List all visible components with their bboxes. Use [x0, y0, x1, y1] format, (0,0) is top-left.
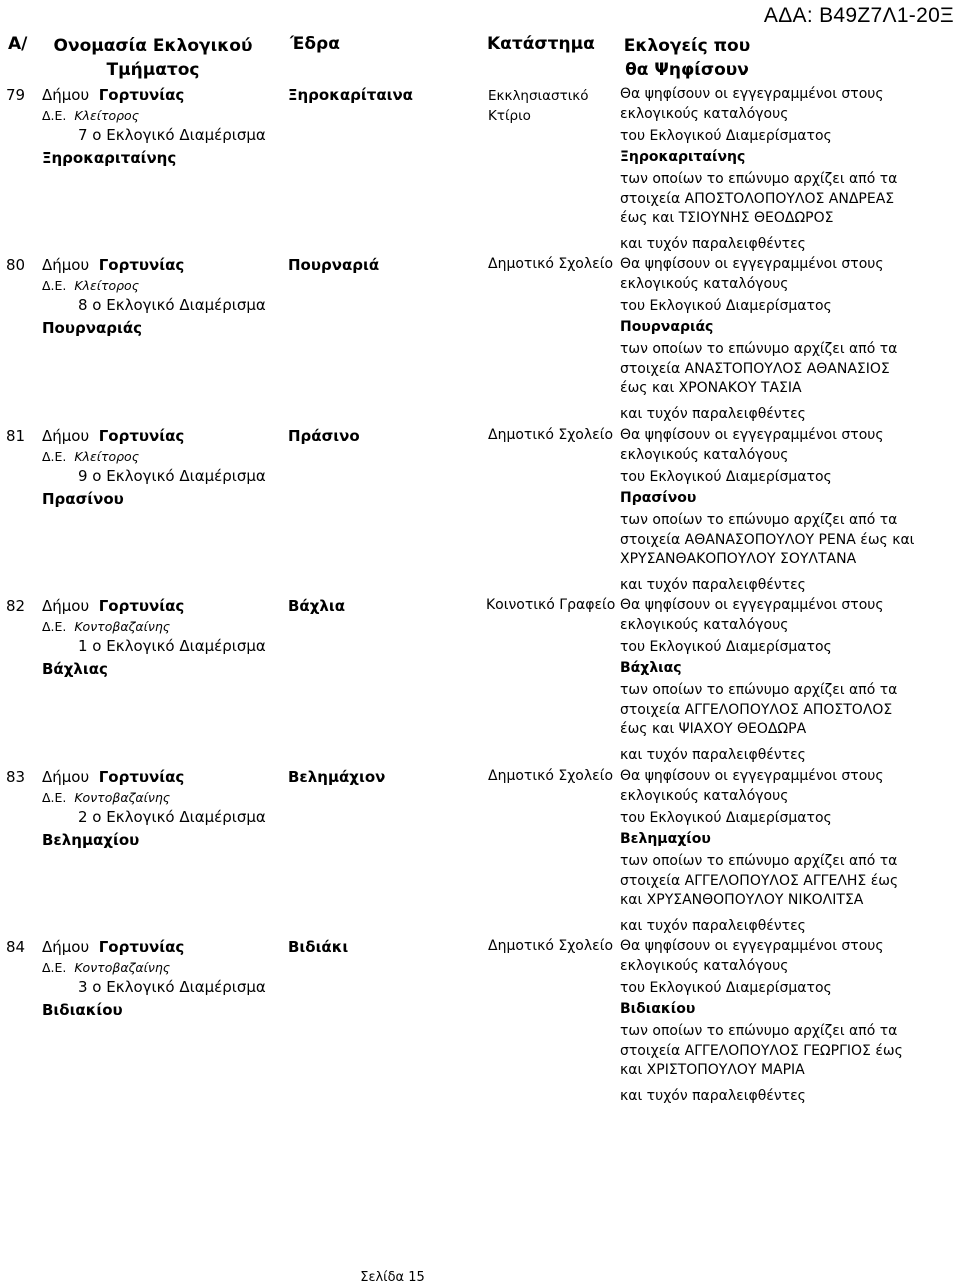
seat: Βιδιάκι: [288, 938, 349, 956]
municipal-unit-prefix: Δ.Ε.: [42, 449, 67, 464]
entry-number: 82: [6, 597, 26, 615]
building: Δημοτικό Σχολείο: [488, 768, 614, 784]
voters-line-v2: εκλογικούς καταλόγους: [620, 276, 789, 292]
district-name: Βάχλιας: [42, 660, 108, 678]
district-name: Βιδιακίου: [42, 1001, 123, 1019]
electoral-district: 9 ο Εκλογικό Διαμέρισμα: [78, 467, 266, 485]
voters-line-v6: στοιχεία ΑΘΑΝΑΣΟΠΟΥΛΟΥ ΡΕΝΑ έως και: [620, 532, 915, 548]
voters-line-v2: εκλογικούς καταλόγους: [620, 958, 789, 974]
municipal-unit-prefix: Δ.Ε.: [42, 960, 67, 975]
voters-line-v8: και τυχόν παραλειφθέντες: [620, 1088, 806, 1104]
voters-line-v7: και ΧΡΥΣΑΝΘΟΠΟΥΛΟΥ ΝΙΚΟΛΙΤΣΑ: [620, 892, 864, 908]
voters-line-v5: των οποίων το επώνυμο αρχίζει από τα: [620, 682, 898, 698]
header-section-name: Ονομασία Εκλογικού Τμήματος: [53, 36, 253, 80]
municipal-unit-name: Κοντοβαζαίνης: [74, 619, 171, 634]
voters-line-v6: στοιχεία ΑΓΓΕΛΟΠΟΥΛΟΣ ΑΠΟΣΤΟΛΟΣ: [620, 702, 893, 718]
voters-line-v7: ΧΡΥΣΑΝΘΑΚΟΠΟΥΛΟΥ ΣΟΥΛΤΑΝΑ: [620, 551, 857, 567]
voters-line-v3: του Εκλογικού Διαμερίσματος: [620, 980, 832, 996]
municipality-name: Γορτυνίας: [98, 256, 185, 274]
municipality-prefix: Δήμου: [42, 597, 90, 615]
voters-line-v8: και τυχόν παραλειφθέντες: [620, 236, 806, 252]
entry-number: 84: [6, 938, 26, 956]
municipality-prefix: Δήμου: [42, 938, 90, 956]
district-name: Βελημαχίου: [42, 831, 140, 849]
voters-line-v2: εκλογικούς καταλόγους: [620, 788, 789, 804]
voters-line-v8: και τυχόν παραλειφθέντες: [620, 747, 806, 763]
seat: Βάχλια: [288, 597, 346, 615]
entry-number: 81: [6, 427, 26, 445]
seat: Πουρναριά: [288, 256, 380, 274]
municipal-unit-name: Κλείτορος: [74, 449, 140, 464]
electoral-district: 1 ο Εκλογικό Διαμέρισμα: [78, 637, 266, 655]
voters-line-v1: Θα ψηφίσουν οι εγγεγραμμένοι στους: [620, 597, 884, 613]
list-item: [0, 768, 960, 938]
voters-line-v7: και ΧΡΙΣΤΟΠΟΥΛΟΥ ΜΑΡΙΑ: [620, 1062, 805, 1078]
voters-line-v4: Βάχλιας: [620, 660, 682, 676]
list-item: [0, 597, 960, 767]
building: Εκκλησιαστικό Κτίριο: [488, 88, 589, 124]
list-item: [0, 86, 960, 256]
municipality-name: Γορτυνίας: [98, 938, 185, 956]
municipal-unit-name: Κλείτορος: [74, 108, 140, 123]
voters-line-v2: εκλογικούς καταλόγους: [620, 617, 789, 633]
seat: Ξηροκαρίταινα: [288, 86, 413, 104]
electoral-district: 2 ο Εκλογικό Διαμέρισμα: [78, 808, 266, 826]
voters-line-v4: Πρασίνου: [620, 490, 697, 506]
voters-line-v5: των οποίων το επώνυμο αρχίζει από τα: [620, 341, 898, 357]
voters-line-v1: Θα ψηφίσουν οι εγγεγραμμένοι στους: [620, 938, 884, 954]
district-name: Ξηροκαριταίνης: [42, 149, 177, 167]
ada-code: ΑΔΑ: Β49Ζ7Λ1-20Ξ: [763, 4, 954, 27]
municipal-unit: [42, 619, 170, 634]
municipal-unit-prefix: Δ.Ε.: [42, 619, 67, 634]
municipal-unit-name: Κλείτορος: [74, 278, 140, 293]
voters-line-v8: και τυχόν παραλειφθέντες: [620, 577, 806, 593]
voters-line-v7: έως και ΤΣΙΟΥΝΗΣ ΘΕΟΔΩΡΟΣ: [620, 210, 834, 226]
voters-line-v5: των οποίων το επώνυμο αρχίζει από τα: [620, 1023, 898, 1039]
voters-line-v3: του Εκλογικού Διαμερίσματος: [620, 639, 832, 655]
municipality: [42, 86, 184, 104]
entry-number: 79: [6, 86, 26, 104]
header-number: Α/: [8, 34, 28, 54]
voters-line-v5: των οποίων το επώνυμο αρχίζει από τα: [620, 512, 898, 528]
voters-line-v3: του Εκλογικού Διαμερίσματος: [620, 128, 832, 144]
municipality-name: Γορτυνίας: [98, 86, 185, 104]
municipality-name: Γορτυνίας: [98, 427, 185, 445]
building: Δημοτικό Σχολείο: [488, 938, 614, 954]
voters-line-v6: στοιχεία ΑΝΑΣΤΟΠΟΥΛΟΣ ΑΘΑΝΑΣΙΟΣ: [620, 361, 890, 377]
table-header: [0, 32, 960, 82]
header-voters: Εκλογείς που θα Ψηφίσουν: [623, 36, 751, 80]
municipality: [42, 256, 184, 274]
municipal-unit: [42, 790, 170, 805]
header-seat: Έδρα: [290, 34, 340, 54]
district-name: Πρασίνου: [42, 490, 124, 508]
building: Δημοτικό Σχολείο: [488, 427, 614, 443]
entry-number: 83: [6, 768, 26, 786]
header-building: Κατάστημα: [487, 34, 595, 54]
electoral-district: 7 ο Εκλογικό Διαμέρισμα: [78, 126, 266, 144]
building: Δημοτικό Σχολείο: [488, 256, 614, 272]
voters-line-v1: Θα ψηφίσουν οι εγγεγραμμένοι στους: [620, 86, 884, 102]
voters-line-v4: Ξηροκαριταίνης: [620, 149, 746, 165]
voters-line-v4: Βιδιακίου: [620, 1001, 696, 1017]
municipal-unit: [42, 108, 139, 123]
district-name: Πουρναριάς: [42, 319, 143, 337]
voters-line-v1: Θα ψηφίσουν οι εγγεγραμμένοι στους: [620, 768, 884, 784]
municipal-unit: [42, 449, 139, 464]
page-number: Σελίδα 15: [360, 1270, 425, 1285]
municipality-name: Γορτυνίας: [98, 597, 185, 615]
voters-line-v6: στοιχεία ΑΓΓΕΛΟΠΟΥΛΟΣ ΑΓΓΕΛΗΣ έως: [620, 873, 899, 889]
voters-line-v2: εκλογικούς καταλόγους: [620, 106, 789, 122]
municipality-prefix: Δήμου: [42, 768, 90, 786]
voters-line-v3: του Εκλογικού Διαμερίσματος: [620, 298, 832, 314]
municipality-name: Γορτυνίας: [98, 768, 185, 786]
voters-line-v8: και τυχόν παραλειφθέντες: [620, 406, 806, 422]
electoral-district: 3 ο Εκλογικό Διαμέρισμα: [78, 978, 266, 996]
municipality-prefix: Δήμου: [42, 86, 90, 104]
municipality-prefix: Δήμου: [42, 427, 90, 445]
voters-line-v5: των οποίων το επώνυμο αρχίζει από τα: [620, 171, 898, 187]
seat: Πράσινο: [288, 427, 360, 445]
voters-line-v8: και τυχόν παραλειφθέντες: [620, 918, 806, 934]
list-item: [0, 938, 960, 1108]
entry-number: 80: [6, 256, 26, 274]
voters-line-v6: στοιχεία ΑΠΟΣΤΟΛΟΠΟΥΛΟΣ ΑΝΔΡΕΑΣ: [620, 191, 895, 207]
voters-line-v7: έως και ΧΡΟΝΑΚΟΥ ΤΑΣΙΑ: [620, 380, 802, 396]
municipality: [42, 938, 184, 956]
municipality: [42, 768, 184, 786]
municipal-unit-name: Κοντοβαζαίνης: [74, 960, 171, 975]
list-item: [0, 427, 960, 597]
municipal-unit-prefix: Δ.Ε.: [42, 790, 67, 805]
municipal-unit-name: Κοντοβαζαίνης: [74, 790, 171, 805]
municipality: [42, 597, 184, 615]
voters-line-v5: των οποίων το επώνυμο αρχίζει από τα: [620, 853, 898, 869]
municipal-unit-prefix: Δ.Ε.: [42, 108, 67, 123]
voters-line-v4: Πουρναριάς: [620, 319, 714, 335]
voters-line-v3: του Εκλογικού Διαμερίσματος: [620, 810, 832, 826]
voters-line-v1: Θα ψηφίσουν οι εγγεγραμμένοι στους: [620, 427, 884, 443]
seat: Βελημάχιον: [288, 768, 386, 786]
building: Κοινοτικό Γραφείο: [486, 597, 616, 613]
voters-line-v3: του Εκλογικού Διαμερίσματος: [620, 469, 832, 485]
municipal-unit: [42, 960, 170, 975]
municipal-unit-prefix: Δ.Ε.: [42, 278, 67, 293]
list-item: [0, 256, 960, 426]
voters-line-v7: έως και ΨΙΑΧΟΥ ΘΕΟΔΩΡΑ: [620, 721, 807, 737]
voters-line-v4: Βελημαχίου: [620, 831, 711, 847]
municipal-unit: [42, 278, 139, 293]
municipality-prefix: Δήμου: [42, 256, 90, 274]
voters-line-v2: εκλογικούς καταλόγους: [620, 447, 789, 463]
electoral-district: 8 ο Εκλογικό Διαμέρισμα: [78, 296, 266, 314]
municipality: [42, 427, 184, 445]
voters-line-v1: Θα ψηφίσουν οι εγγεγραμμένοι στους: [620, 256, 884, 272]
voters-line-v6: στοιχεία ΑΓΓΕΛΟΠΟΥΛΟΣ ΓΕΩΡΓΙΟΣ έως: [620, 1043, 903, 1059]
